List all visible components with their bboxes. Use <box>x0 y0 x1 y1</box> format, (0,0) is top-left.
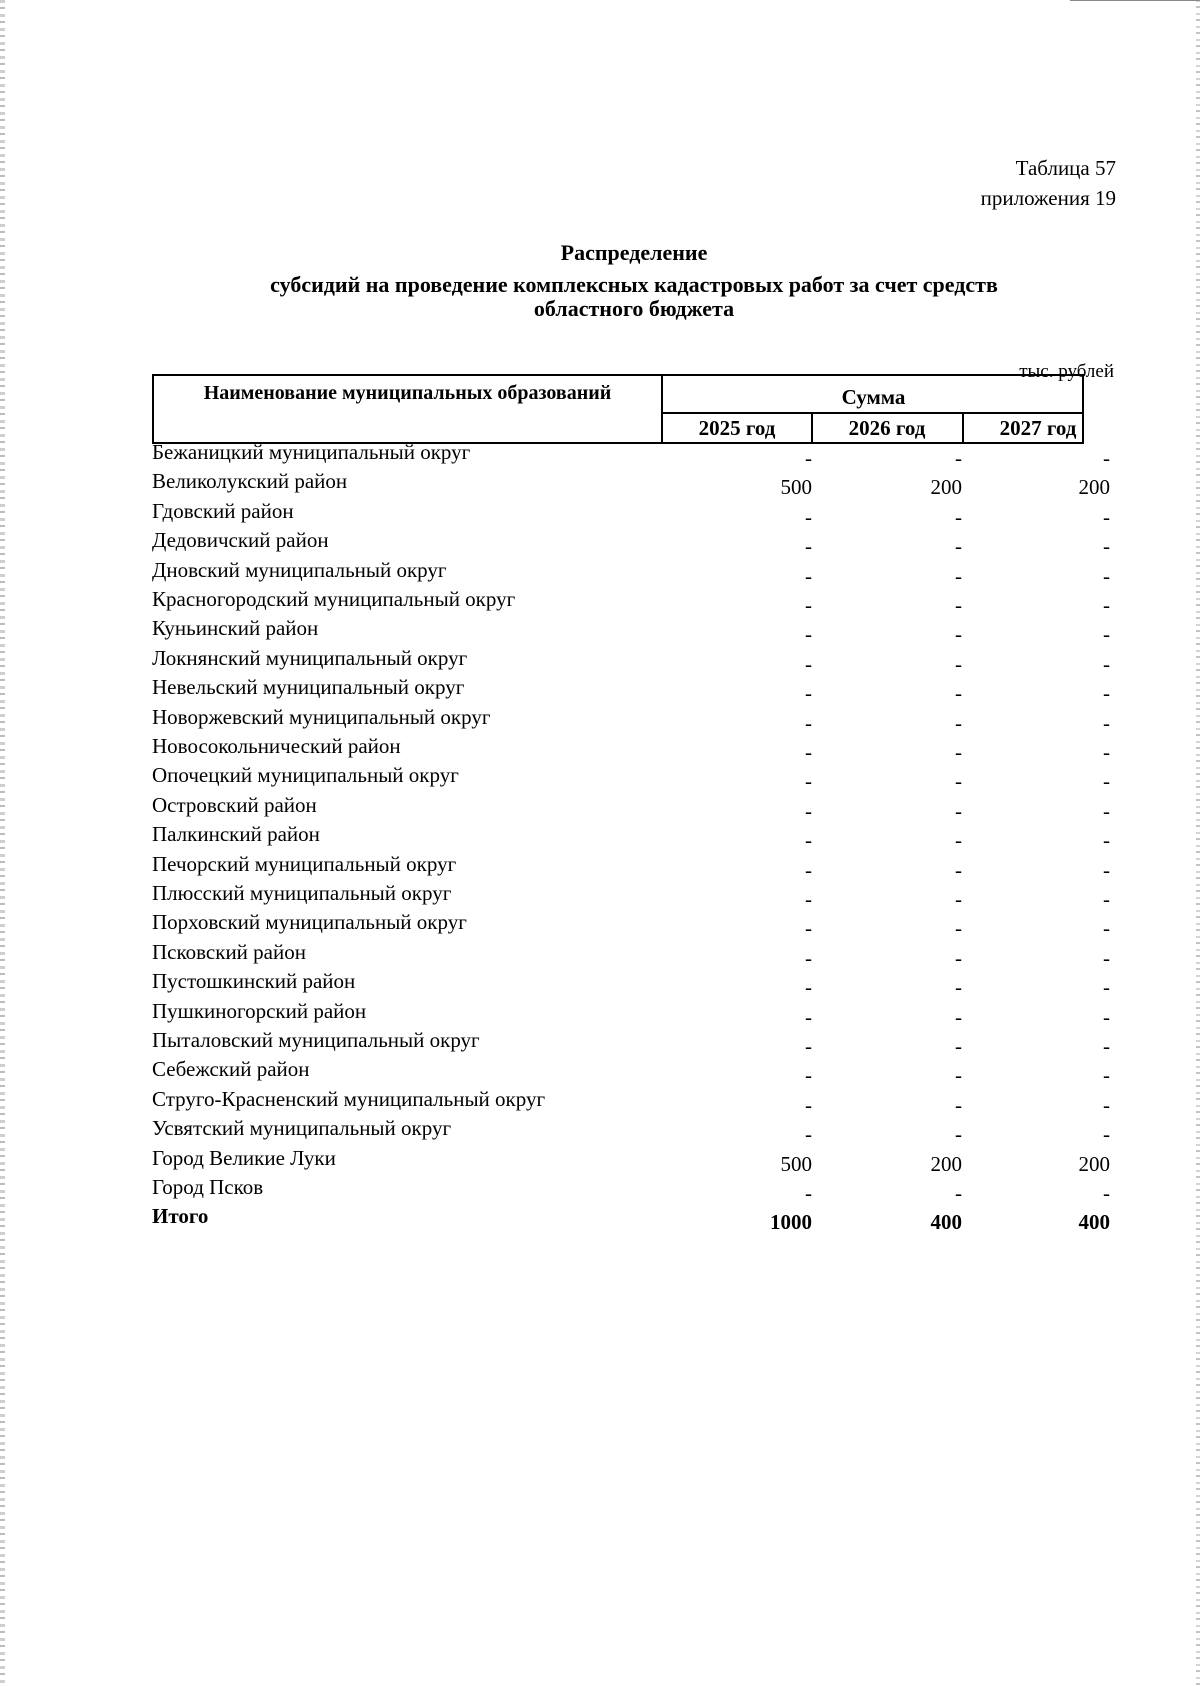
value-2026: - <box>955 946 962 970</box>
municipality-name: Великолукский район <box>152 469 348 493</box>
table-row <box>0 587 1200 616</box>
table-row <box>0 969 1200 998</box>
value-2026: - <box>955 828 962 852</box>
value-2026: - <box>955 1122 962 1146</box>
value-2026: - <box>955 505 962 529</box>
value-2025: - <box>805 1122 812 1146</box>
table-row <box>0 763 1200 792</box>
value-2025: - <box>805 564 812 588</box>
table-row <box>0 881 1200 910</box>
document-title-line-2: субсидий на проведение комплексных кадастровых работ за счет средств <box>270 272 998 297</box>
value-2027: - <box>1103 916 1110 940</box>
table-row <box>0 793 1200 822</box>
table-row <box>0 1146 1200 1175</box>
municipality-name: Невельский муниципальный округ <box>152 675 465 699</box>
value-2025: - <box>805 711 812 735</box>
value-2026: - <box>955 681 962 705</box>
value-2026: - <box>955 740 962 764</box>
value-2026: - <box>955 711 962 735</box>
value-2027: 200 <box>1078 1152 1110 1176</box>
value-2026: 200 <box>930 1152 962 1176</box>
value-2025: - <box>805 681 812 705</box>
value-2026: - <box>955 564 962 588</box>
municipality-name: Струго-Красненский муниципальный округ <box>152 1087 546 1111</box>
value-2027: - <box>1103 446 1110 470</box>
table-row <box>0 499 1200 528</box>
municipality-name: Бежаницкий муниципальный округ <box>152 440 471 464</box>
municipality-name: Куньинский район <box>152 616 319 640</box>
value-2027: - <box>1103 828 1110 852</box>
value-2025: 500 <box>780 475 812 499</box>
value-2025: - <box>805 799 812 823</box>
value-2027: - <box>1103 1181 1110 1205</box>
municipality-name: Пушкиногорский район <box>152 999 367 1023</box>
municipality-name: Пыталовский муниципальный округ <box>152 1028 480 1052</box>
value-2027: - <box>1103 564 1110 588</box>
value-2025: - <box>805 1063 812 1087</box>
value-2026: - <box>955 1063 962 1087</box>
municipality-name: Локнянский муниципальный округ <box>152 646 468 670</box>
value-2026: - <box>955 1005 962 1029</box>
column-header-2027: 2027 год <box>999 416 1077 440</box>
value-2026: - <box>955 858 962 882</box>
municipality-name: Опочецкий муниципальный округ <box>152 763 459 787</box>
column-header-sum: Сумма <box>841 385 906 409</box>
municipality-name: Псковский район <box>152 940 306 964</box>
value-2025: - <box>805 946 812 970</box>
municipality-name: Плюсский муниципальный округ <box>152 881 452 905</box>
column-header-name: Наименование муниципальных образований <box>203 382 612 404</box>
value-2027: - <box>1103 534 1110 558</box>
table-row <box>0 616 1200 645</box>
table-row <box>0 440 1200 469</box>
value-2027: - <box>1103 858 1110 882</box>
value-2027: 200 <box>1078 475 1110 499</box>
value-2025: - <box>805 916 812 940</box>
table-row <box>0 1028 1200 1057</box>
municipality-name: Гдовский район <box>152 499 294 523</box>
value-2025: - <box>805 858 812 882</box>
table-row <box>0 852 1200 881</box>
value-2026: 200 <box>930 475 962 499</box>
value-2025: - <box>805 593 812 617</box>
value-2025: 500 <box>780 1152 812 1176</box>
table-row <box>0 822 1200 851</box>
scan-edge-top <box>1070 0 1200 1</box>
value-2027: - <box>1103 799 1110 823</box>
municipality-name: Островский район <box>152 793 317 817</box>
municipality-name: Печорский муниципальный округ <box>152 852 457 876</box>
municipality-name: Пустошкинский район <box>152 969 356 993</box>
document-title-line-3: областного бюджета <box>533 296 735 321</box>
value-2025: - <box>805 622 812 646</box>
table-row <box>0 940 1200 969</box>
value-2025: - <box>805 505 812 529</box>
value-2025: - <box>805 1093 812 1117</box>
value-2025: - <box>805 652 812 676</box>
value-2027: - <box>1103 1122 1110 1146</box>
table-row <box>0 734 1200 763</box>
value-2025: 1000 <box>770 1210 812 1234</box>
value-2026: - <box>955 446 962 470</box>
table-row <box>0 705 1200 734</box>
total-row <box>0 1204 1200 1233</box>
value-2026: - <box>955 534 962 558</box>
value-2026: - <box>955 652 962 676</box>
value-2025: - <box>805 740 812 764</box>
value-2025: - <box>805 828 812 852</box>
value-2026: - <box>955 769 962 793</box>
value-2025: - <box>805 769 812 793</box>
value-2025: - <box>805 1005 812 1029</box>
table-row <box>0 1116 1200 1145</box>
table-row <box>0 558 1200 587</box>
value-2027: - <box>1103 622 1110 646</box>
value-2026: - <box>955 622 962 646</box>
value-2027: 400 <box>1078 1210 1110 1234</box>
table-row <box>0 1057 1200 1086</box>
table-row <box>0 675 1200 704</box>
municipality-name: Дедовичский район <box>152 528 329 552</box>
value-2025: - <box>805 1181 812 1205</box>
value-2025: - <box>805 975 812 999</box>
municipality-name: Порховский муниципальный округ <box>152 910 467 934</box>
value-2025: - <box>805 1034 812 1058</box>
municipality-name: Усвятский муниципальный округ <box>152 1116 452 1140</box>
value-2027: - <box>1103 1034 1110 1058</box>
total-label: Итого <box>152 1204 209 1228</box>
appendix-reference: приложения 19 <box>980 186 1116 210</box>
column-header-2025: 2025 год <box>698 416 776 440</box>
value-2026: - <box>955 975 962 999</box>
municipality-name: Дновский муниципальный округ <box>152 558 447 582</box>
header-divider <box>661 412 1084 414</box>
value-2025: - <box>805 887 812 911</box>
municipality-name: Новоржевский муниципальный округ <box>152 705 491 729</box>
municipality-name: Палкинский район <box>152 822 320 846</box>
value-2027: - <box>1103 769 1110 793</box>
document-title-line-1: Распределение <box>560 240 708 265</box>
value-2027: - <box>1103 946 1110 970</box>
value-2026: - <box>955 1034 962 1058</box>
value-2026: - <box>955 887 962 911</box>
table-number: Таблица 57 <box>1015 156 1116 180</box>
municipality-name: Город Великие Луки <box>152 1146 336 1170</box>
value-2027: - <box>1103 711 1110 735</box>
table-row <box>0 999 1200 1028</box>
table-row <box>0 1175 1200 1204</box>
value-2026: - <box>955 1093 962 1117</box>
value-2027: - <box>1103 1005 1110 1029</box>
value-2027: - <box>1103 681 1110 705</box>
table-row <box>0 646 1200 675</box>
value-2027: - <box>1103 593 1110 617</box>
value-2027: - <box>1103 1063 1110 1087</box>
municipality-name: Город Псков <box>152 1175 264 1199</box>
municipality-name: Красногородский муниципальный округ <box>152 587 516 611</box>
table-row <box>0 528 1200 557</box>
value-2027: - <box>1103 740 1110 764</box>
value-2026: - <box>955 593 962 617</box>
value-2027: - <box>1103 505 1110 529</box>
value-2027: - <box>1103 1093 1110 1117</box>
value-2025: - <box>805 446 812 470</box>
table-row <box>0 1087 1200 1116</box>
value-2025: - <box>805 534 812 558</box>
municipality-name: Себежский район <box>152 1057 310 1081</box>
value-2027: - <box>1103 887 1110 911</box>
value-2027: - <box>1103 975 1110 999</box>
table-row <box>0 469 1200 498</box>
value-2026: 400 <box>930 1210 962 1234</box>
value-2026: - <box>955 799 962 823</box>
table-row <box>0 910 1200 939</box>
value-2026: - <box>955 1181 962 1205</box>
column-header-2026: 2026 год <box>848 416 926 440</box>
units-label: тыс. рублей <box>1019 361 1114 382</box>
value-2027: - <box>1103 652 1110 676</box>
value-2026: - <box>955 916 962 940</box>
municipality-name: Новосокольнический район <box>152 734 401 758</box>
